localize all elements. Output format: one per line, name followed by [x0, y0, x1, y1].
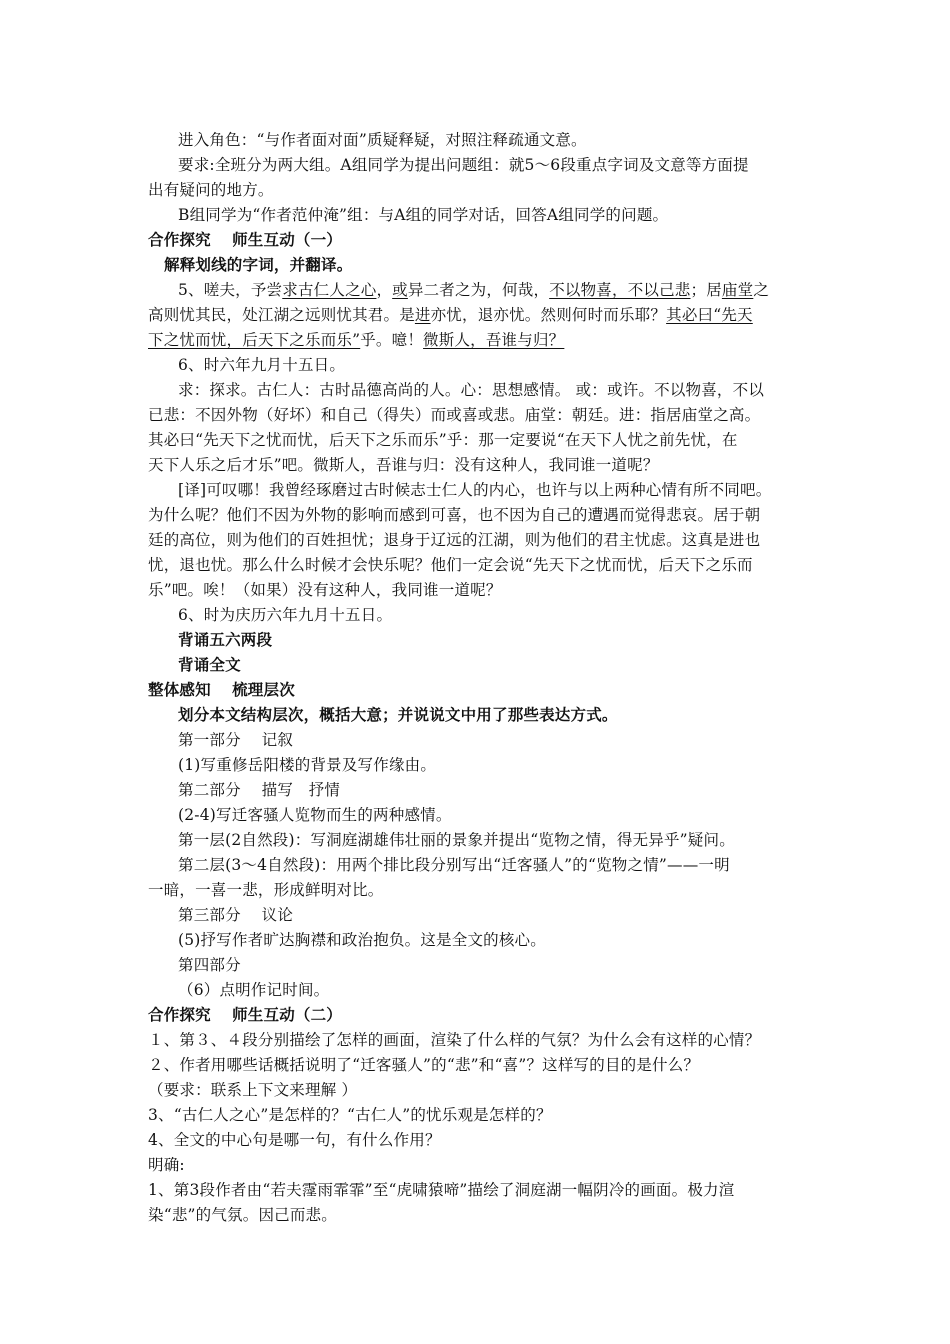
text-line: (2-4)写迁客骚人览物而生的两种感情。	[178, 806, 452, 824]
text-line: 一暗，一喜一悲，形成鲜明对比。	[148, 881, 384, 899]
text-line: [译]可叹哪！我曾经琢磨过古时候志士仁人的内心，也许与以上两种心情有所不同吧。	[178, 481, 772, 499]
text-line: （6）点明作记时间。	[178, 981, 330, 999]
section-heading: 解释划线的字词，并翻译。	[164, 255, 353, 274]
text-line: 第二部分 描写 抒情	[178, 781, 341, 799]
text-line: 明确:	[148, 1156, 185, 1174]
text-segment: 之	[753, 281, 770, 299]
text-segment: ，	[376, 281, 393, 299]
text-line: 第一层(2自然段)：写洞庭湖雄伟壮丽的景象并提出“览物之情，得无异乎”疑问。	[178, 831, 735, 849]
text-line: （要求：联系上下文来理解 ）	[148, 1081, 358, 1099]
text-line: ２、作者用哪些话概括说明了“迁客骚人”的“悲”和“喜”？这样写的目的是什么？	[148, 1056, 700, 1074]
section-heading: 合作探究 师生互动（一）	[148, 230, 342, 249]
underlined-text: 不以物喜，不以己悲	[549, 281, 691, 299]
text-line: 求：探求。古仁人：古时品德高尚的人。心：思想感情。 或：或许。不以物喜，不以	[178, 381, 765, 399]
text-line	[148, 330, 564, 350]
text-line: (5)抒写作者旷达胸襟和政治抱负。这是全文的核心。	[178, 931, 546, 949]
text-segment: 高则忧其民，处江湖之远则忧其君。是	[148, 306, 415, 324]
text-line: 第二层(3～4自然段)：用两个排比段分别写出“迁客骚人”的“览物之情”——一明	[178, 856, 730, 874]
underlined-text: 求古仁人之心	[282, 281, 377, 299]
text-line: B组同学为“作者范仲淹”组：与A组的同学对话，回答A组同学的问题。	[178, 206, 669, 224]
text-line: １、第３、４段分别描绘了怎样的画面，渲染了什么样的气氛？为什么会有这样的心情？	[148, 1031, 761, 1049]
text-line: (1)写重修岳阳楼的背景及写作缘由。	[178, 756, 437, 774]
text-line: 乐”吧。唉！（如果）没有这种人，我同谁一道呢？	[148, 581, 502, 599]
text-line: 6、时为庆历六年九月十五日。	[178, 606, 393, 624]
text-line: 6、时六年九月十五日。	[178, 356, 346, 374]
text-line: 进入角色：“与作者面对面”质疑释疑，对照注释疏通文意。	[178, 131, 587, 149]
text-line: 染“悲”的气氛。因己而悲。	[148, 1206, 337, 1224]
text-segment: 异二者之为，何哉，	[407, 281, 550, 299]
underlined-text: 下之忧而忧，后天下之乐而乐”	[148, 331, 361, 349]
text-line: 天下人乐之后才乐”吧。微斯人，吾谁与归：没有这种人，我同谁一道呢？	[148, 456, 659, 474]
underlined-text: 其必曰“先天	[666, 306, 753, 324]
underlined-text: 微斯人，吾谁与归？	[423, 331, 565, 349]
section-heading: 划分本文结构层次，概括大意；并说说文中用了那些表达方式。	[178, 705, 618, 724]
text-line: 1、第3段作者由“若夫霪雨霏霏”至“虎啸猿啼”描绘了洞庭湖一幅阴冷的画面。极力渲	[148, 1181, 735, 1199]
text-line: 4、全文的中心句是哪一句，有什么作用？	[148, 1131, 441, 1149]
text-segment: 亦忧，退亦忧。然则何时而乐耶？	[430, 306, 667, 324]
text-line	[148, 305, 753, 325]
text-line: 第四部分	[178, 956, 241, 974]
section-heading: 背诵全文	[178, 655, 241, 674]
text-line: 出有疑问的地方。	[148, 181, 274, 199]
text-line: 其必曰“先天下之忧而忧，后天下之乐而乐”乎：那一定要说“在天下人忧之前先忧，在	[148, 431, 738, 449]
text-line: 要求:全班分为两大组。A组同学为提出问题组：就5～6段重点字词及文意等方面提	[178, 156, 749, 174]
underlined-text: 或	[392, 281, 408, 299]
section-heading: 整体感知 梳理层次	[148, 680, 295, 699]
text-line: 忧，退也忧。那么什么时候才会快乐呢？他们一定会说“先天下之忧而忧，后天下之乐而	[148, 556, 753, 574]
text-segment: 乎。噫！	[360, 331, 424, 349]
section-heading: 合作探究 师生互动（二）	[148, 1005, 342, 1024]
text-line: 为什么呢？他们不因为外物的影响而感到可喜，也不因为自己的遭遇而觉得悲哀。居于朝	[148, 506, 761, 524]
text-line	[178, 280, 769, 300]
underlined-text: 进	[414, 306, 431, 324]
text-line: 第三部分 议论	[178, 906, 294, 924]
underlined-text: 庙堂	[721, 281, 754, 299]
text-segment: ；居	[690, 281, 722, 299]
text-line: 3、“古仁人之心”是怎样的？“古仁人”的忧乐观是怎样的？	[148, 1106, 552, 1124]
text-line: 第一部分 记叙	[178, 731, 294, 749]
text-line: 已悲：不因外物（好坏）和自己（得失）而或喜或悲。庙堂：朝廷。进：指居庙堂之高。	[148, 406, 761, 424]
text-line: 廷的高位，则为他们的百姓担忧；退身于辽远的江湖，则为他们的君主忧虑。这真是进也	[148, 531, 761, 549]
text-segment: 5、嗟夫，予尝	[178, 281, 283, 299]
section-heading: 背诵五六两段	[178, 630, 273, 649]
